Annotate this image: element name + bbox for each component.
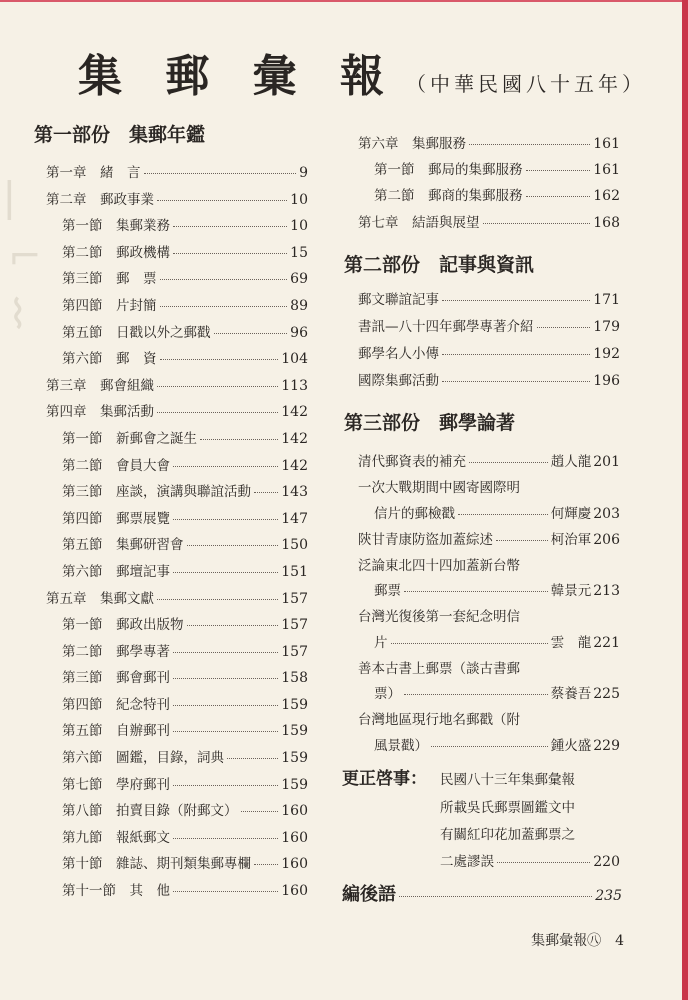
toc-row	[62, 852, 308, 879]
toc-entry-title: 第六章 集郵服務	[358, 136, 466, 152]
part2-toc-list	[358, 288, 620, 396]
toc-entry	[46, 560, 308, 587]
dot-leader	[173, 652, 278, 653]
toc-entry-author: 韓景元	[550, 583, 592, 599]
dot-leader	[173, 466, 278, 467]
toc-entry	[46, 241, 308, 268]
dot-leader	[469, 462, 548, 463]
page-title-row	[78, 40, 646, 102]
errata-line-2: 所載吳氏郵票圖鑑文中	[440, 800, 575, 816]
toc-entry	[358, 342, 620, 369]
toc-entry-title-line1: 泛論東北四十四加蓋新台幣	[358, 557, 520, 574]
toc-entry	[358, 579, 620, 605]
toc-row	[374, 682, 620, 708]
toc-entry-page: 142	[281, 430, 308, 447]
toc-entry-page: 157	[281, 643, 308, 660]
dot-leader	[458, 514, 548, 515]
toc-entry-title: 第一節 郵局的集郵服務	[374, 162, 523, 179]
dot-leader	[404, 591, 548, 592]
toc-row	[62, 427, 308, 454]
toc-entry-title: 第二節 會員大會	[62, 457, 170, 474]
toc-entry-title: 書訊—八十四年郵學專著介紹	[358, 319, 534, 335]
dot-leader	[200, 439, 278, 440]
toc-entry-title: 第三節 座談，演講與聯誼活動	[62, 484, 251, 501]
toc-entry-page: 9	[299, 165, 308, 181]
toc-entry-title: 第四節 紀念特刊	[62, 696, 170, 713]
toc-row	[358, 211, 620, 237]
toc-entry	[358, 528, 620, 554]
toc-entry	[46, 454, 308, 481]
toc-entry	[46, 799, 308, 826]
toc-entry	[358, 450, 620, 476]
toc-row	[358, 342, 620, 369]
toc-entry-title: 郵學名人小傳	[358, 346, 439, 362]
dot-leader	[254, 864, 278, 865]
dot-leader	[173, 519, 278, 520]
toc-entry-page: 142	[281, 404, 308, 421]
part1-toc-list	[46, 161, 308, 906]
dot-leader	[431, 746, 548, 747]
toc-entry-title: 第三章 郵會組織	[46, 377, 154, 394]
toc-entry	[358, 184, 620, 210]
dot-leader	[254, 492, 278, 493]
dot-leader	[173, 891, 278, 892]
dot-leader	[173, 705, 278, 706]
toc-row	[46, 400, 308, 427]
toc-entry-page: 192	[593, 346, 620, 362]
toc-entry-page: 168	[593, 214, 620, 231]
toc-row	[62, 480, 308, 507]
toc-entry	[46, 267, 308, 294]
page-subtitle: （中華民國八十五年）	[405, 72, 646, 96]
dot-leader	[496, 540, 548, 541]
toc-row	[358, 528, 620, 554]
toc-entry	[46, 852, 308, 879]
toc-row	[62, 347, 308, 374]
toc-entry-title: 陝甘青康防盜加蓋綜述	[358, 531, 493, 548]
toc-entry-page: 89	[290, 297, 308, 314]
toc-entry	[46, 879, 308, 906]
toc-entry-title: 第七節 學府郵刊	[62, 776, 170, 793]
toc-entry-author: 鍾火盛	[550, 737, 592, 754]
toc-row	[46, 161, 308, 188]
toc-entry	[46, 294, 308, 321]
dot-leader	[391, 643, 548, 644]
dot-leader	[157, 200, 287, 201]
afterword-page: 235	[595, 888, 622, 904]
toc-entry	[46, 640, 308, 667]
toc-entry-title: 第一章 緒 言	[46, 165, 141, 181]
toc-row	[62, 773, 308, 800]
toc-row	[374, 158, 620, 184]
dot-leader	[187, 545, 279, 546]
dot-leader	[497, 862, 590, 863]
toc-row	[46, 374, 308, 401]
toc-entry-page: 196	[593, 373, 620, 389]
dot-leader	[160, 306, 288, 307]
toc-entry-page: 151	[281, 563, 308, 580]
toc-row	[62, 294, 308, 321]
toc-entry-title-line1: 台灣地區現行地名郵戳（附	[358, 712, 520, 728]
toc-entry-page: 221	[593, 634, 620, 651]
footer-publication: 集郵彙報㊇	[531, 933, 602, 949]
toc-entry-title: 第五節 集郵研習會	[62, 537, 184, 554]
dot-leader	[144, 173, 297, 174]
dot-leader	[537, 327, 591, 328]
dot-leader	[157, 412, 278, 413]
toc-row	[46, 188, 308, 215]
toc-row	[62, 560, 308, 587]
toc-entry-page: 160	[281, 803, 308, 820]
errata-last-line: 二處謬誤	[440, 854, 494, 870]
toc-entry-page: 159	[281, 750, 308, 767]
toc-entry-page: 15	[290, 244, 308, 261]
toc-row	[358, 288, 620, 315]
toc-entry	[46, 533, 308, 560]
toc-entry-page: 113	[281, 377, 308, 394]
toc-entry-author: 雲 龍	[550, 634, 592, 651]
toc-entry-page: 104	[281, 351, 308, 368]
afterword-label: 編後語	[342, 884, 396, 905]
errata-line-1: 民國八十三年集郵彙報	[440, 772, 575, 788]
toc-row	[374, 184, 620, 210]
toc-row	[358, 450, 620, 476]
toc-row	[374, 734, 620, 760]
toc-entry	[358, 502, 620, 528]
toc-entry	[46, 773, 308, 800]
toc-entry	[46, 746, 308, 773]
toc-entry	[46, 587, 308, 614]
toc-entry	[358, 315, 620, 342]
toc-entry	[358, 369, 620, 396]
part1-toc-continued	[358, 132, 620, 237]
toc-entry	[358, 211, 620, 237]
toc-entry-title: 第一節 集郵業務	[62, 218, 170, 235]
toc-entry-title: 片	[374, 634, 388, 651]
toc-entry	[358, 631, 620, 657]
toc-entry-page: 143	[281, 484, 308, 501]
dot-leader	[526, 196, 591, 197]
toc-entry	[358, 132, 620, 158]
toc-entry-title: 第二節 郵商的集郵服務	[374, 188, 523, 205]
toc-row	[374, 579, 620, 605]
toc-row	[62, 799, 308, 826]
toc-row	[62, 214, 308, 241]
dot-leader	[526, 170, 591, 171]
toc-row	[62, 321, 308, 348]
toc-entry-page: 162	[593, 188, 620, 205]
toc-entry-page: 201	[593, 454, 620, 470]
toc-entry-title: 第三節 郵 票	[62, 271, 157, 288]
toc-entry	[46, 507, 308, 534]
toc-entry	[46, 347, 308, 374]
toc-row	[62, 241, 308, 268]
toc-entry-title: 第五章 集郵文獻	[46, 590, 154, 607]
toc-entry	[46, 693, 308, 720]
toc-row	[62, 454, 308, 481]
toc-entry-title: 第六節 郵壇記事	[62, 563, 170, 580]
toc-entry-title: 郵文聯誼記事	[358, 292, 439, 308]
toc-entry-page: 10	[290, 191, 308, 208]
toc-entry-author: 趙人龍	[550, 454, 592, 470]
dot-leader	[157, 599, 278, 600]
toc-entry	[46, 427, 308, 454]
part2-heading: 第二部份 記事與資訊	[344, 254, 535, 276]
toc-entry-page: 69	[290, 271, 308, 288]
toc-row	[374, 502, 620, 528]
toc-entry-author: 蔡養吾	[550, 686, 592, 702]
toc-entry-title-line1: 一次大戰期間中國寄國際明	[358, 480, 520, 496]
toc-entry-page: 96	[290, 324, 308, 341]
toc-entry-page: 206	[593, 531, 620, 548]
toc-entry-title: 第七章 結語與展望	[358, 214, 480, 231]
toc-row	[62, 879, 308, 906]
toc-entry-page: 150	[281, 537, 308, 554]
toc-entry-title: 清代郵資表的補充	[358, 454, 466, 470]
toc-entry-title: 風景戳）	[374, 737, 428, 754]
dot-leader	[241, 811, 279, 812]
dot-leader	[442, 381, 590, 382]
toc-entry	[46, 321, 308, 348]
dot-leader	[173, 785, 278, 786]
toc-entry	[358, 288, 620, 315]
part1-heading: 第一部份 集郵年鑑	[34, 124, 206, 146]
toc-entry-title: 第一節 新郵會之誕生	[62, 430, 197, 447]
toc-entry	[358, 682, 620, 708]
toc-entry-title: 第二章 郵政事業	[46, 191, 154, 208]
toc-entry	[46, 374, 308, 401]
dot-leader	[160, 279, 288, 280]
toc-entry	[46, 214, 308, 241]
dot-leader	[214, 333, 288, 334]
dot-leader	[173, 226, 287, 227]
toc-row	[62, 666, 308, 693]
toc-entry-title: 國際集郵活動	[358, 373, 439, 389]
toc-entry	[46, 161, 308, 188]
toc-entry-title: 第六節 郵 資	[62, 351, 157, 368]
toc-row	[46, 587, 308, 614]
afterword-entry	[342, 880, 622, 906]
toc-entry	[358, 734, 620, 760]
toc-entry	[46, 666, 308, 693]
part3-toc-list	[358, 450, 620, 760]
dot-leader	[173, 678, 278, 679]
toc-entry-title: 第八節 拍賣目錄（附郵文）	[62, 803, 238, 820]
toc-entry-author: 何輝慶	[550, 505, 592, 522]
toc-entry	[46, 719, 308, 746]
toc-entry	[46, 188, 308, 215]
toc-entry-page: 225	[593, 686, 620, 702]
toc-row	[62, 640, 308, 667]
toc-entry-title-line1: 善本古書上郵票（談古書郵	[358, 660, 520, 677]
toc-row	[62, 533, 308, 560]
toc-entry-page: 171	[593, 292, 620, 308]
toc-entry-page: 179	[593, 319, 620, 335]
toc-row	[62, 507, 308, 534]
toc-entry-page: 203	[593, 505, 620, 522]
dot-leader	[483, 223, 591, 224]
toc-entry-title: 第六節 圖鑑，目錄，詞典	[62, 750, 224, 767]
dot-leader	[173, 572, 278, 573]
toc-entry-page: 159	[281, 696, 308, 713]
dot-leader	[469, 144, 590, 145]
toc-entry-page: 213	[593, 583, 620, 599]
footer-page-number: 4	[615, 933, 624, 949]
errata-line-3: 有關紅印花加蓋郵票之	[440, 827, 575, 843]
toc-entry-title: 第四節 片封簡	[62, 297, 157, 314]
dot-leader	[157, 386, 278, 387]
dot-leader	[173, 838, 278, 839]
toc-entry-page: 229	[593, 737, 620, 754]
toc-entry-title: 第九節 報紙郵文	[62, 829, 170, 846]
toc-row	[62, 613, 308, 640]
toc-entry-title: 郵票	[374, 583, 401, 599]
page-right-edge	[682, 0, 688, 1000]
toc-entry-page: 161	[593, 162, 620, 179]
toc-entry-page: 160	[281, 829, 308, 846]
toc-entry-title: 第五節 自辦郵刊	[62, 723, 170, 740]
toc-entry-author: 柯治軍	[550, 531, 592, 548]
dot-leader	[227, 758, 278, 759]
toc-row	[358, 369, 620, 396]
toc-entry-page: 158	[281, 670, 308, 687]
toc-entry-title: 第五節 日戳以外之郵戳	[62, 324, 211, 341]
toc-row	[62, 826, 308, 853]
dot-leader	[442, 354, 590, 355]
dot-leader	[187, 625, 279, 626]
toc-entry-page: 160	[281, 856, 308, 873]
toc-entry-title: 第四節 郵票展覽	[62, 510, 170, 527]
toc-entry-page: 142	[281, 457, 308, 474]
dot-leader	[442, 300, 590, 301]
toc-entry-title: 信片的郵檢戳	[374, 505, 455, 522]
toc-entry-title: 第一節 郵政出版物	[62, 617, 184, 634]
part3-heading: 第三部份 郵學論著	[344, 412, 516, 434]
toc-entry	[46, 826, 308, 853]
toc-row	[62, 719, 308, 746]
toc-entry-title: 第十節 雜誌、期刊類集郵專欄	[62, 856, 251, 873]
toc-entry-page: 160	[281, 883, 308, 900]
dot-leader	[173, 253, 287, 254]
toc-row	[62, 267, 308, 294]
errata-page: 220	[593, 854, 620, 870]
toc-entry	[46, 400, 308, 427]
toc-entry-title: 第四章 集郵活動	[46, 404, 154, 421]
toc-row	[62, 746, 308, 773]
toc-row	[62, 693, 308, 720]
toc-entry-title: 第二節 郵學專著	[62, 643, 170, 660]
toc-entry	[46, 480, 308, 507]
toc-entry-page: 159	[281, 723, 308, 740]
toc-row	[358, 132, 620, 158]
dot-leader	[160, 359, 279, 360]
page-footer	[517, 930, 624, 950]
toc-entry-title: 第三節 郵會郵刊	[62, 670, 170, 687]
dot-leader	[404, 694, 548, 695]
toc-entry-page: 157	[281, 617, 308, 634]
toc-entry	[358, 158, 620, 184]
toc-entry-page: 10	[290, 218, 308, 235]
toc-entry-title: 第十一節 其 他	[62, 883, 170, 900]
toc-entry-title-line1: 台灣光復後第一套紀念明信	[358, 609, 520, 625]
toc-entry-title: 票）	[374, 686, 401, 702]
toc-entry-title: 第二節 郵政機構	[62, 244, 170, 261]
page-top-edge	[0, 0, 688, 2]
toc-entry-page: 147	[281, 510, 308, 527]
toc-row	[358, 315, 620, 342]
toc-entry-page: 159	[281, 776, 308, 793]
dot-leader	[173, 731, 278, 732]
bleed-through-marks: ⎸ ⌐ ⌇	[8, 176, 48, 338]
toc-entry-page: 161	[593, 136, 620, 152]
toc-row	[374, 631, 620, 657]
errata-line-4	[440, 850, 620, 870]
toc-entry-page: 157	[281, 590, 308, 607]
dot-leader	[399, 896, 592, 897]
toc-entry	[46, 613, 308, 640]
errata-label: 更正啓事：	[342, 769, 427, 789]
page-title: 集 郵 彙 報	[78, 51, 398, 102]
